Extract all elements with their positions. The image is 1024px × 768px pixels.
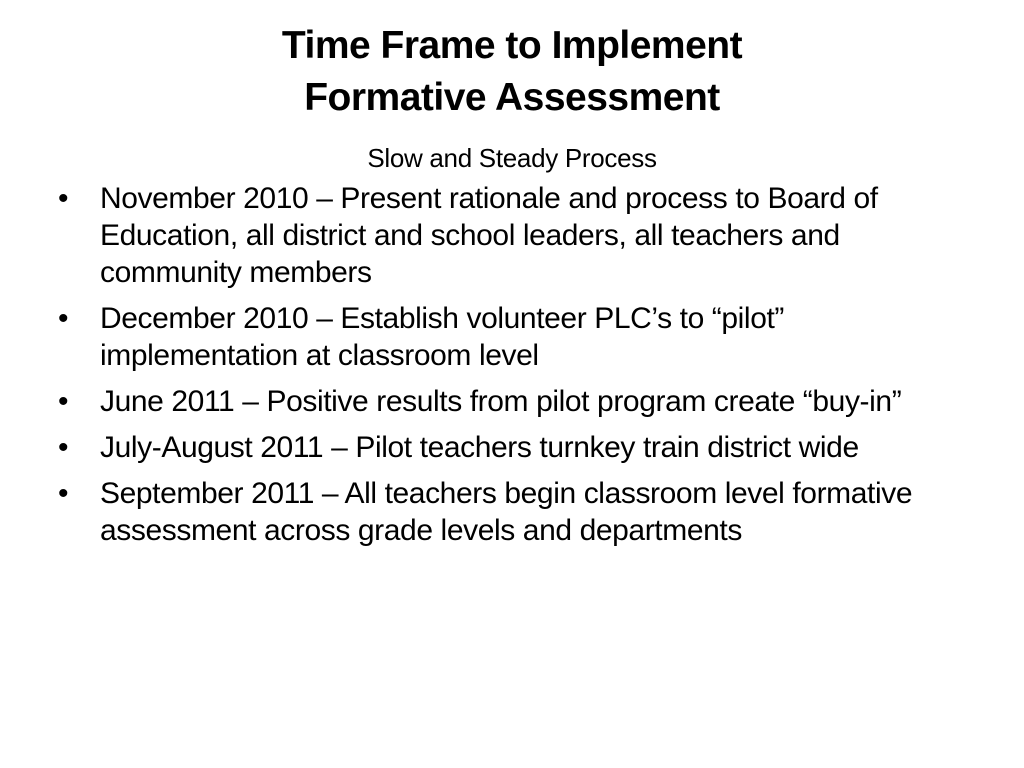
bullet-text: December 2010 – Establish volunteer PLC’s to “pilot” implementation at classroom level [100, 302, 785, 372]
bullet-list [52, 180, 962, 558]
bullet-item-november-2010 [52, 180, 962, 291]
bullet-text: July-August 2011 – Pilot teachers turnkey train district wide [100, 431, 859, 464]
bullet-text: June 2011 – Positive results from pilot program create “buy-in” [100, 385, 902, 418]
bullet-icon: • [58, 182, 69, 215]
slide-title [0, 20, 1024, 124]
bullet-icon: • [58, 385, 69, 418]
slide-title-line-1: Time Frame to Implement [281, 24, 743, 67]
bullet-item-july-august-2011 [52, 429, 962, 466]
bullet-text: November 2010 – Present rationale and process to Board of Education, all district and school leaders, all teachers and community members [100, 182, 878, 289]
bullet-item-june-2011 [52, 383, 962, 420]
bullet-icon: • [58, 302, 69, 335]
bullet-item-december-2010 [52, 300, 962, 374]
slide-subtitle: Slow and Steady Process [367, 143, 657, 173]
bullet-item-september-2011 [52, 475, 962, 549]
bullet-text: September 2011 – All teachers begin classroom level formative assessment across grade levels and departments [100, 477, 913, 547]
bullet-icon: • [58, 431, 69, 464]
bullet-icon: • [58, 477, 69, 510]
slide-title-line-2: Formative Assessment [304, 76, 720, 119]
